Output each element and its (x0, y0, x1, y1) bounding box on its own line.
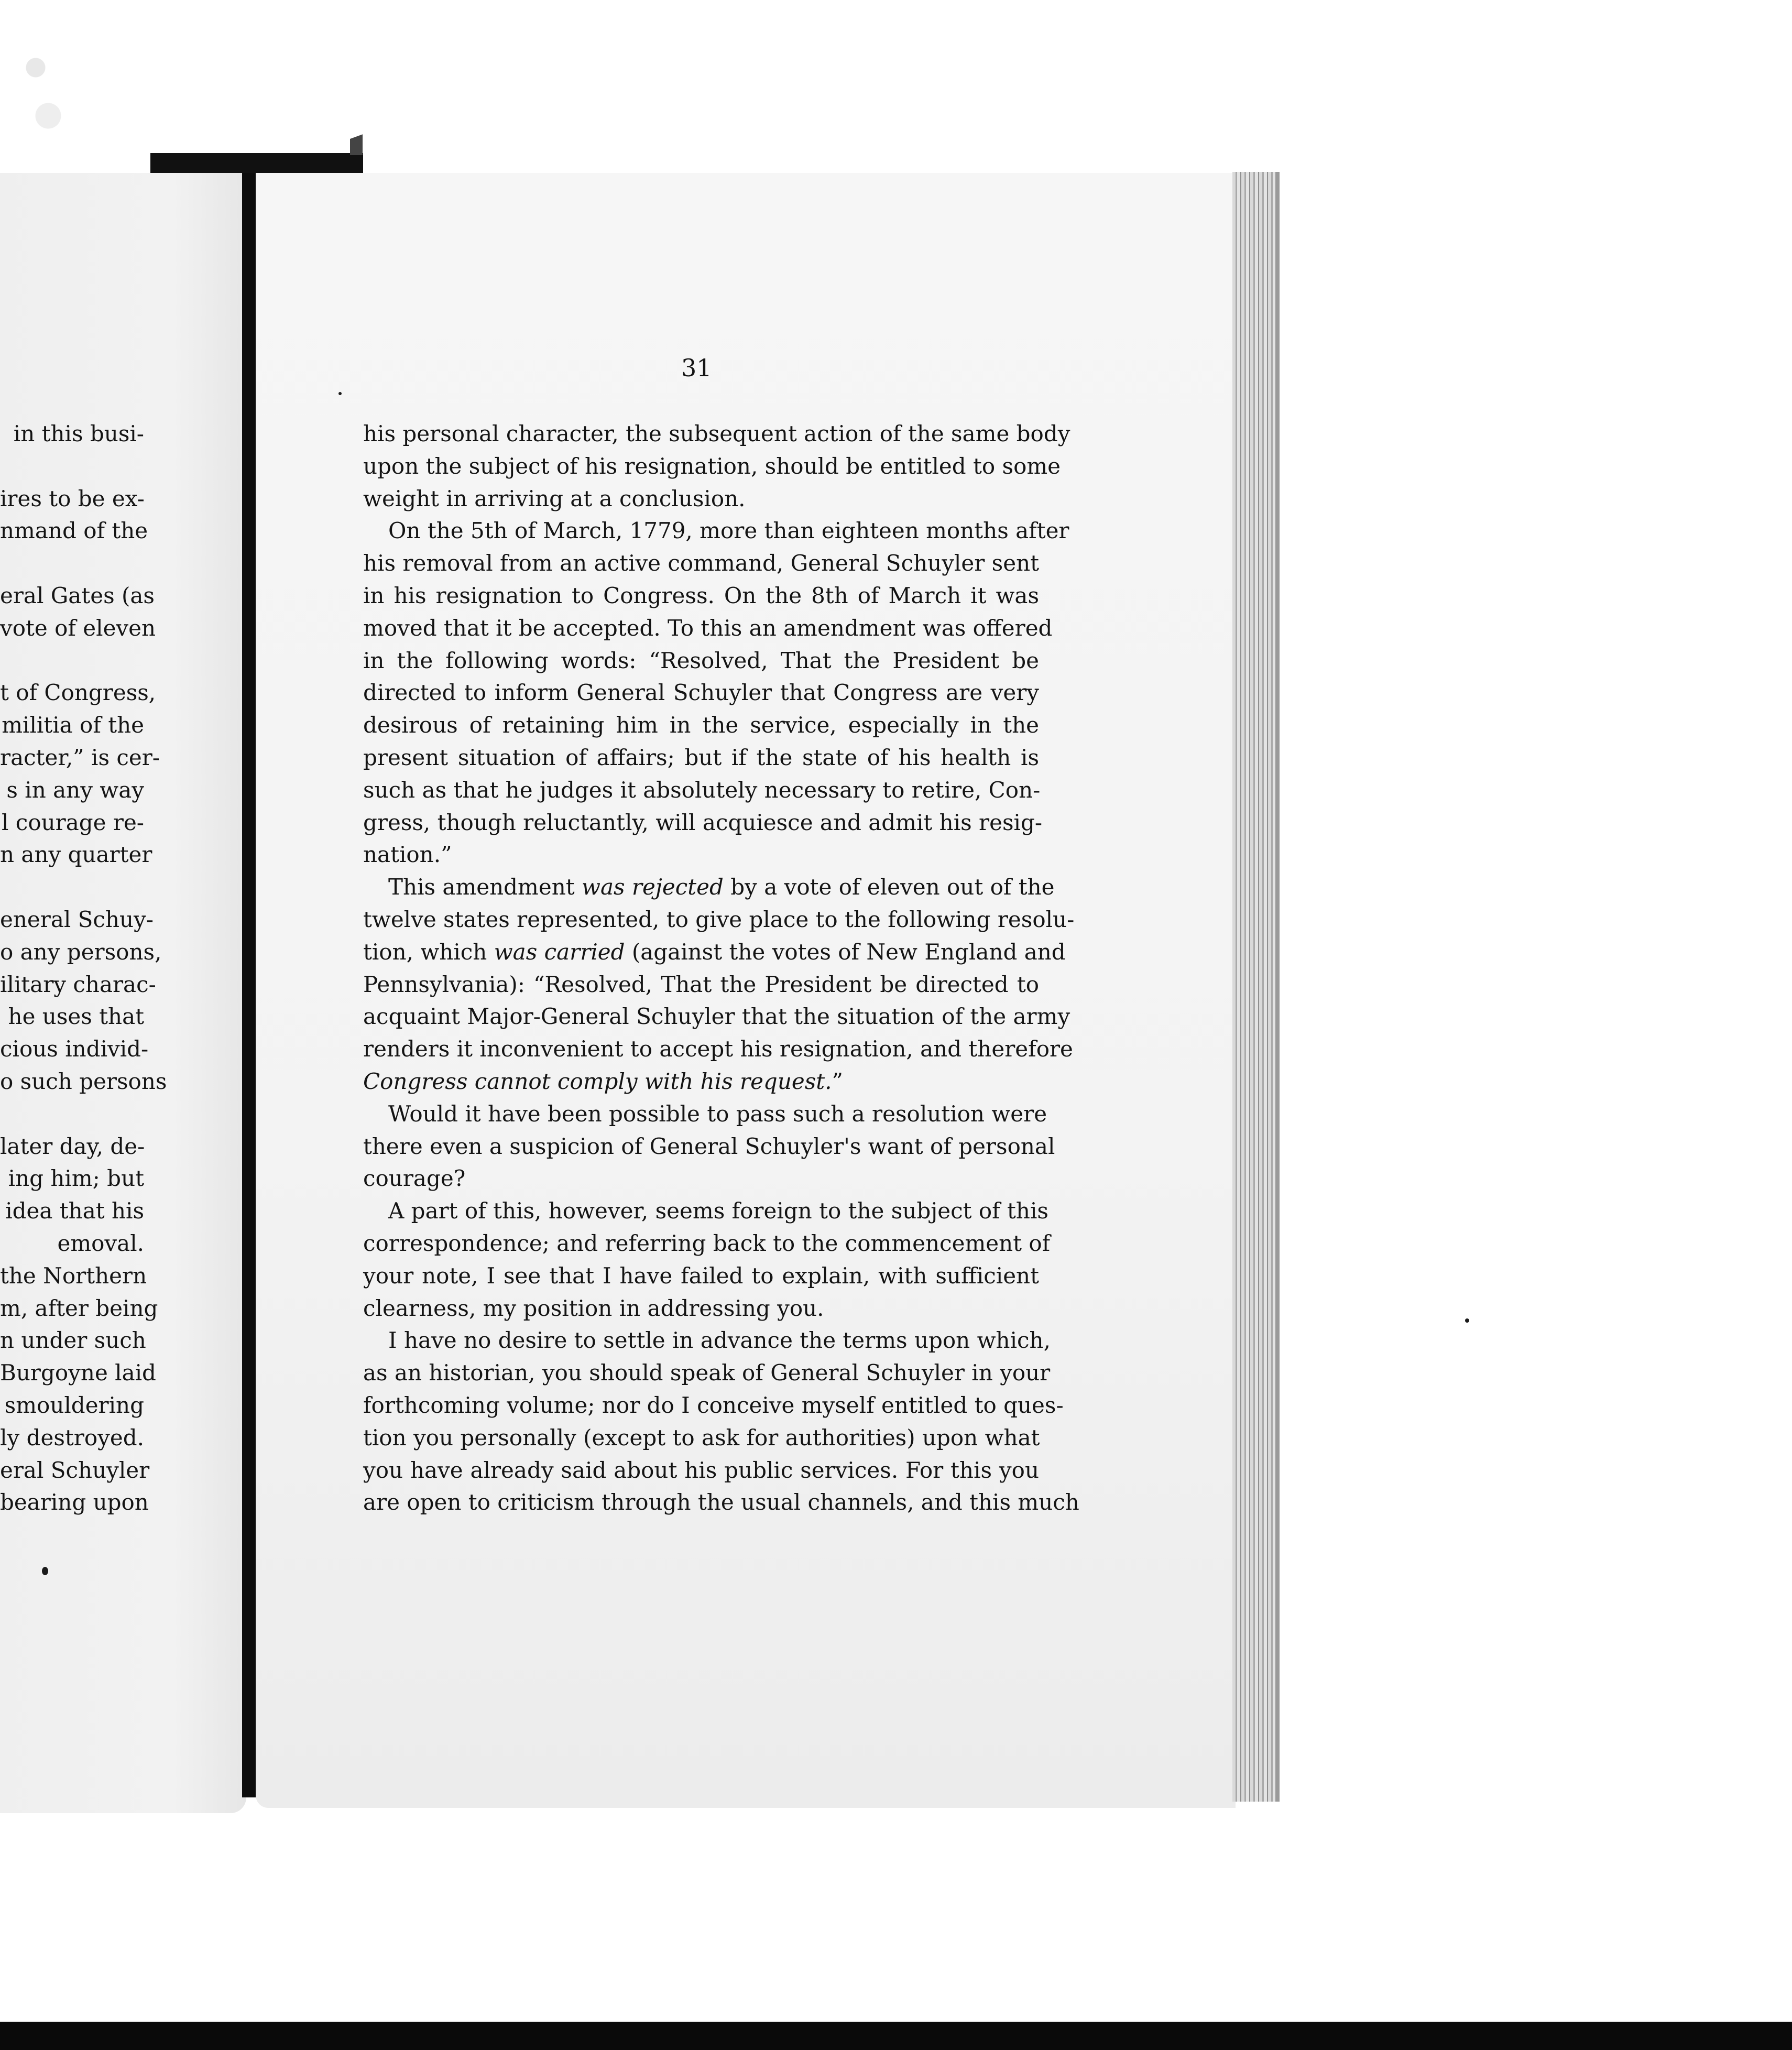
text-line: correspondence; and referring back to the commencement of (363, 1230, 1051, 1256)
film-speck (1465, 1318, 1469, 1323)
left-text-line (0, 871, 144, 903)
left-text-line: racter,” is cer- (0, 744, 160, 770)
left-text-line: ing him; but (8, 1165, 144, 1192)
film-speck (338, 392, 342, 395)
left-text-line: l courage re- (2, 809, 144, 835)
text-line: Would it have been possible to pass such a resolution were (388, 1100, 1047, 1127)
text-line: clearness, my position in addressing you. (363, 1295, 824, 1321)
page-edges (1232, 172, 1280, 1802)
text-line: Pennsylvania): “Resolved, That the President be directed to (363, 971, 1039, 997)
left-text-line (0, 645, 144, 677)
left-text-line: Burgoyne laid (0, 1360, 156, 1386)
text-line: in the following words: “Resolved, That the President be (363, 647, 1039, 673)
left-text-line (0, 1098, 144, 1130)
left-text-line: t of Congress, (0, 680, 156, 706)
left-text-line: eral Schuyler (0, 1457, 150, 1483)
left-text-line: nmand of the (0, 518, 148, 544)
page-number: 31 (681, 354, 712, 382)
text-line: twelve states represented, to give place to the following resolu- (363, 906, 1075, 932)
text-line: This amendment was rejected by a vote of eleven out of the (388, 874, 1055, 900)
film-speck (42, 1567, 48, 1575)
left-text-line: vote of eleven (0, 615, 156, 641)
text-line: his removal from an active command, General Schuyler sent (363, 550, 1039, 576)
left-text-line: o such persons (0, 1068, 167, 1094)
text-line: acquaint Major-General Schuyler that the situation of the army (363, 1004, 1070, 1030)
text-line: are open to criticism through the usual channels, and this much (363, 1489, 1079, 1515)
text-line: renders it inconvenient to accept his resignation, and therefore (363, 1036, 1073, 1062)
text-line: desirous of retaining him in the service, especially in the (363, 712, 1039, 738)
text-line: courage? (363, 1165, 466, 1192)
left-text-line (0, 547, 144, 580)
left-text-line: eneral Schuy- (0, 906, 154, 932)
left-text-line: idea that his (5, 1198, 144, 1224)
left-text-line: ly destroyed. (0, 1424, 144, 1451)
text-line: Congress cannot comply with his request.” (363, 1068, 843, 1094)
text-line: tion, which was carried (against the votes of New England and (363, 939, 1066, 965)
text-line: upon the subject of his resignation, should be entitled to some (363, 453, 1061, 479)
text-line: gress, though reluctantly, will acquiesce and admit his resig- (363, 809, 1043, 835)
left-text-line: later day, de- (0, 1133, 145, 1159)
left-text-line: m, after being (0, 1295, 158, 1321)
right-page-text (363, 418, 1079, 1519)
left-text-line: bearing upon (0, 1489, 149, 1515)
text-line: A part of this, however, seems foreign to the subject of this (388, 1198, 1048, 1224)
left-text-line (0, 450, 144, 483)
text-line: there even a suspicion of General Schuyler's want of personal (363, 1133, 1055, 1159)
left-text-line: ires to be ex- (0, 485, 145, 511)
left-text-line: the Northern (0, 1262, 147, 1289)
film-edge (0, 2022, 1792, 2050)
left-text-line: o any persons, (0, 939, 162, 965)
left-text-line: in this busi- (13, 421, 144, 446)
text-line: you have already said about his public services. For this you (363, 1457, 1039, 1483)
text-line: weight in arriving at a conclusion. (363, 485, 746, 511)
left-text-line: s in any way (6, 777, 144, 803)
left-text-line: n any quarter (0, 842, 152, 868)
left-text-line: n under such (0, 1327, 146, 1354)
top-tab-tip (350, 125, 363, 155)
left-page (0, 173, 246, 1813)
text-line: such as that he judges it absolutely necessary to retire, Con- (363, 777, 1041, 803)
text-line: forthcoming volume; nor do I conceive myself entitled to ques- (363, 1392, 1064, 1418)
text-line: as an historian, you should speak of General Schuyler in your (363, 1360, 1051, 1386)
text-line: your note, I see that I have failed to explain, with sufficient (363, 1262, 1039, 1289)
text-line: tion you personally (except to ask for authorities) upon what (363, 1424, 1040, 1451)
text-line: moved that it be accepted. To this an amendment was offered (363, 615, 1053, 641)
left-text-line: emoval. (57, 1230, 144, 1256)
text-line: On the 5th of March, 1779, more than eighteen months after (388, 518, 1069, 544)
left-text-line: militia of the (2, 712, 144, 738)
left-text-line: smouldering (4, 1392, 144, 1418)
text-line: directed to inform General Schuyler that Congress are very (363, 680, 1039, 706)
text-line: I have no desire to settle in advance the terms upon which, (388, 1327, 1051, 1354)
film-specks (10, 31, 73, 152)
book-spine (242, 173, 256, 1797)
left-text-line: ilitary charac- (0, 971, 156, 997)
text-line: nation.” (363, 842, 452, 868)
left-text-line: eral Gates (as (0, 582, 155, 608)
text-line: in his resignation to Congress. On the 8th of March it was (363, 582, 1039, 608)
left-text-line: he uses that (8, 1004, 144, 1030)
left-page-text (0, 418, 167, 1519)
text-line: present situation of affairs; but if the state of his health is (363, 744, 1039, 770)
left-text-line: cious individ- (0, 1036, 149, 1062)
text-line: his personal character, the subsequent action of the same body (363, 421, 1070, 446)
top-binding-tab (150, 153, 363, 174)
